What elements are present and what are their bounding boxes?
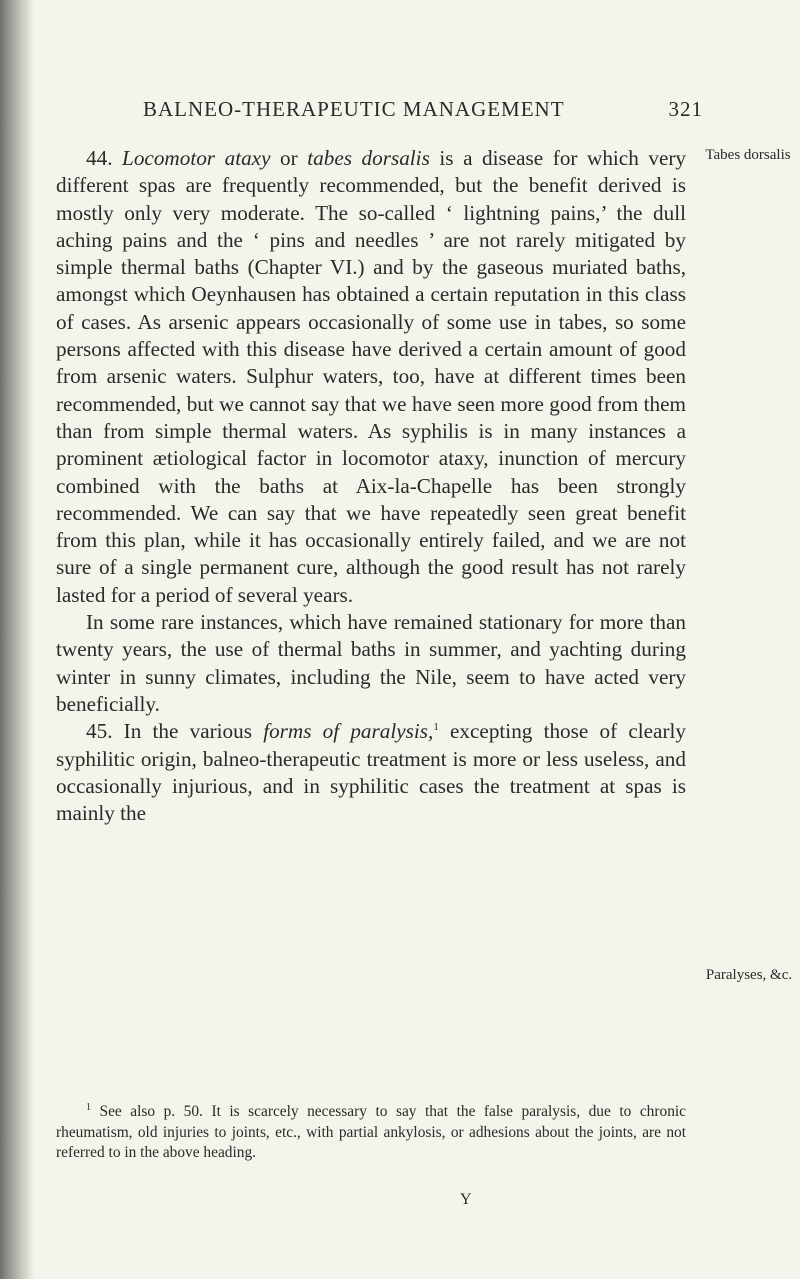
- sidenote-paralyses: Paralyses, &c.: [705, 967, 793, 983]
- paragraph-45-body: excepting those of clearly syphilitic origin, balneo-therapeutic treatment is more or less useless, and occasionally injurious, and in syphilitic cases the treatment at spas is mainly the: [56, 719, 686, 826]
- footnote-marker: 1: [86, 1101, 91, 1113]
- paragraph-44-body: is a disease for which very different spas are frequently recommended, but the benefit derived is mostly only very moderate. The so-called ‘ lightning pains,’ the dull aching pains and the ‘ pins and needles ’ are not rarely mitigated by simple thermal baths (Chapter VI.) and by the gaseous muriated baths, amongst which Oeynhausen has obtained a certain reputation in this class of cases. As arsenic appears occasionally of some use in tabes, so some persons affected with this disease have derived a certain amount of good from arsenic waters. Sulphur waters, too, have at different times been recommended, but we cannot say that we have seen more good from them than from simple thermal waters. As syphilis is in many instances a prominent ætiological factor in locomotor ataxy, inunction of mercury combined with the baths at Aix-la-Chapelle has been strongly recommended. We can say that we have repeatedly seen great benefit from this plan, while it has occasionally entirely failed, and we are not sure of a single permanent cure, although the good result has not rarely lasted for a period of several years.: [56, 146, 687, 607]
- paragraph-44-number: 44.: [86, 146, 123, 170]
- footnote: [56, 1102, 686, 1164]
- paragraph-44-connector: or: [270, 146, 308, 170]
- paragraph-45: [56, 718, 686, 827]
- sidenote-tabes-dorsalis: Tabes dorsalis: [705, 147, 791, 163]
- footnote-text: [56, 1102, 686, 1164]
- footnote-body: See also p. 50. It is scarcely necessary to say that the false paralysis, due to chronic rheumatism, old injuries to joints, etc., with partial ankylosis, or adhesions about the joints, are not referred to in the above heading.: [56, 1103, 686, 1161]
- term-tabes-dorsalis: tabes dorsalis: [307, 146, 430, 170]
- footnote-reference: 1: [433, 721, 439, 734]
- paragraph-44: [56, 145, 686, 609]
- term-forms-of-paralysis: forms of paralysis,: [263, 719, 434, 744]
- page-number: 321: [668, 97, 703, 121]
- signature-mark: Y: [460, 1191, 472, 1208]
- body-text: [56, 145, 686, 827]
- running-head-title: BALNEO-THERAPEUTIC MANAGEMENT: [143, 97, 565, 121]
- paragraph-stationary-cases: In some rare instances, which have remained stationary for more than twenty years, the use of thermal baths in summer, and yachting during winter in sunny climates, including the Nile, seem to have acted very beneficially.: [56, 610, 686, 716]
- term-locomotor-ataxy: Locomotor ataxy: [122, 146, 271, 170]
- paragraph-45-lead: 45. In the various: [86, 719, 264, 744]
